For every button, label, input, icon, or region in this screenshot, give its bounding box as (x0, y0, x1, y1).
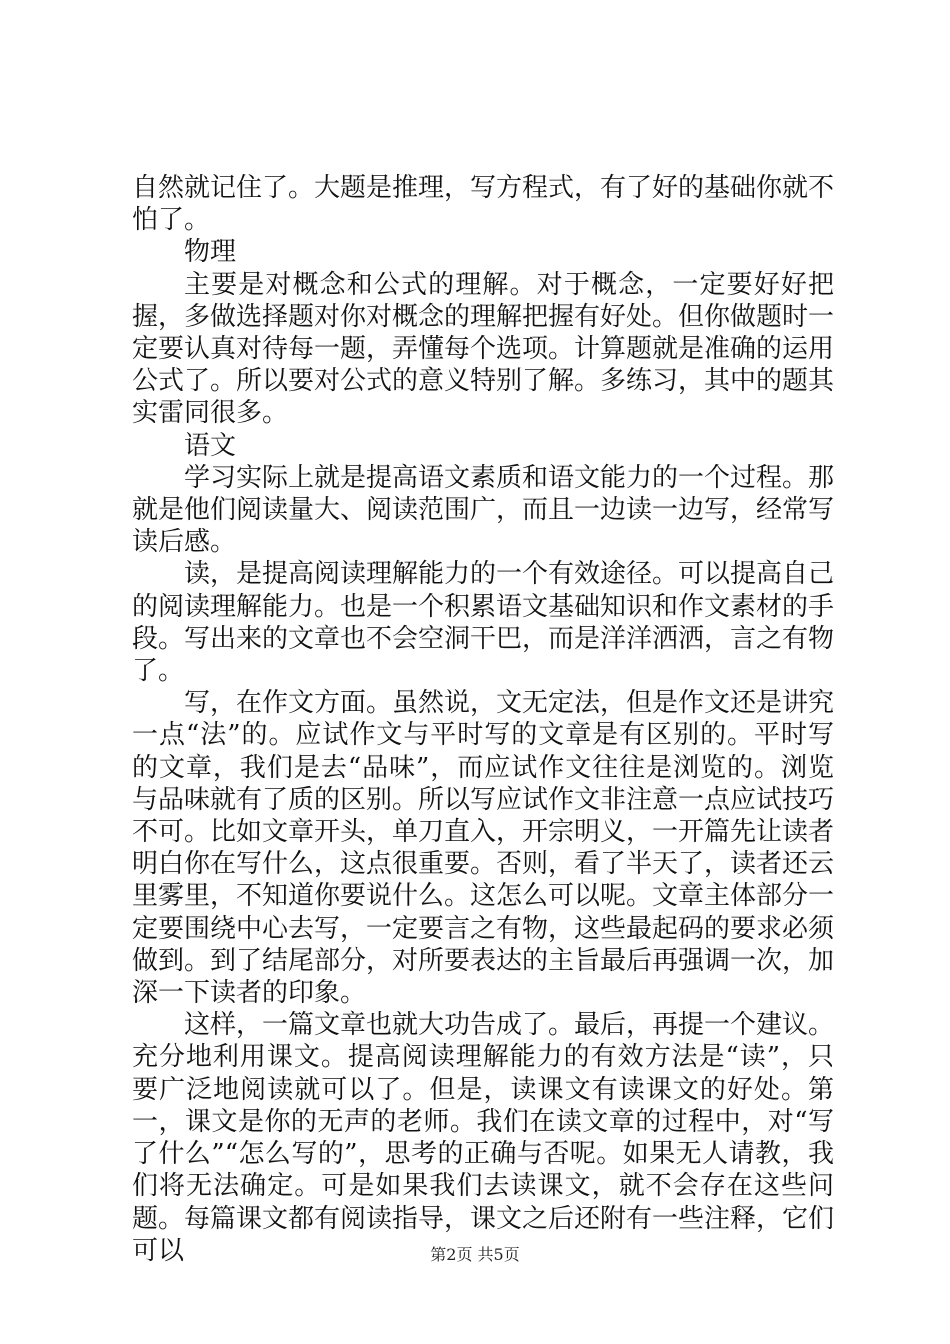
paragraph-reading: 读，是提高阅读理解能力的一个有效途径。可以提高自己的阅读理解能力。也是一个积累语文基础知识和作文素材的手段。写出来的文章也不会空洞干巴，而是洋洋洒洒，言之有物了。 (132, 559, 835, 687)
section-heading-chinese: 语文 (184, 430, 237, 461)
page-number-footer: 第2页 共5页 (430, 1245, 520, 1264)
document-body (132, 172, 834, 1267)
paragraph-writing: 写，在作文方面。虽然说，文无定法，但是作文还是讲究一点“法”的。应试作文与平时写的文章是有区别的。平时写的文章，我们是去“品味”，而应试作文往往是浏览的。浏览与品味就有了质的区别。所以写应试作文非注意一点应试技巧不可。比如文章开头，单刀直入，开宗明义，一开篇先让读者明白你在写什么，这点很重要。否则，看了半天了，读者还云里雾里，不知道你要说什么。这怎么可以呢。文章主体部分一定要围绕中心去写，一定要言之有物，这些最起码的要求必须做到。到了结尾部分，对所要表达的主旨最后再强调一次，加深一下读者的印象。 (132, 688, 835, 1009)
paragraph-continuation: 自然就记住了。大题是推理，写方程式，有了好的基础你就不怕了。 (132, 173, 835, 236)
section-heading-physics: 物理 (184, 237, 237, 268)
paragraph-conclusion: 这样，一篇文章也就大功告成了。最后，再提一个建议。充分地利用课文。提高阅读理解能力的有效方法是“读”，只要广泛地阅读就可以了。但是，读课文有读课文的好处。第一，课文是你的无声的老师。我们在读文章的过程中，对“写了什么”“怎么写的”，思考的正确与否呢。如果无人请教，我们将无法确定。可是如果我们去读课文，就不会存在这些问题。每篇课文都有阅读指导，课文之后还附有一些注释，它们可以 (132, 1010, 835, 1266)
paragraph-chinese-intro: 学习实际上就是提高语文素质和语文能力的一个过程。那就是他们阅读量大、阅读范围广，而且一边读一边写，经常写读后感。 (132, 462, 835, 558)
paragraph-physics: 主要是对概念和公式的理解。对于概念，一定要好好把握，多做选择题对你对概念的理解把握有好处。但你做题时一定要认真对待每一题，弄懂每个选项。计算题就是准确的运用公式了。所以要对公式的意义特别了解。多练习，其中的题其实雷同很多。 (132, 269, 835, 429)
